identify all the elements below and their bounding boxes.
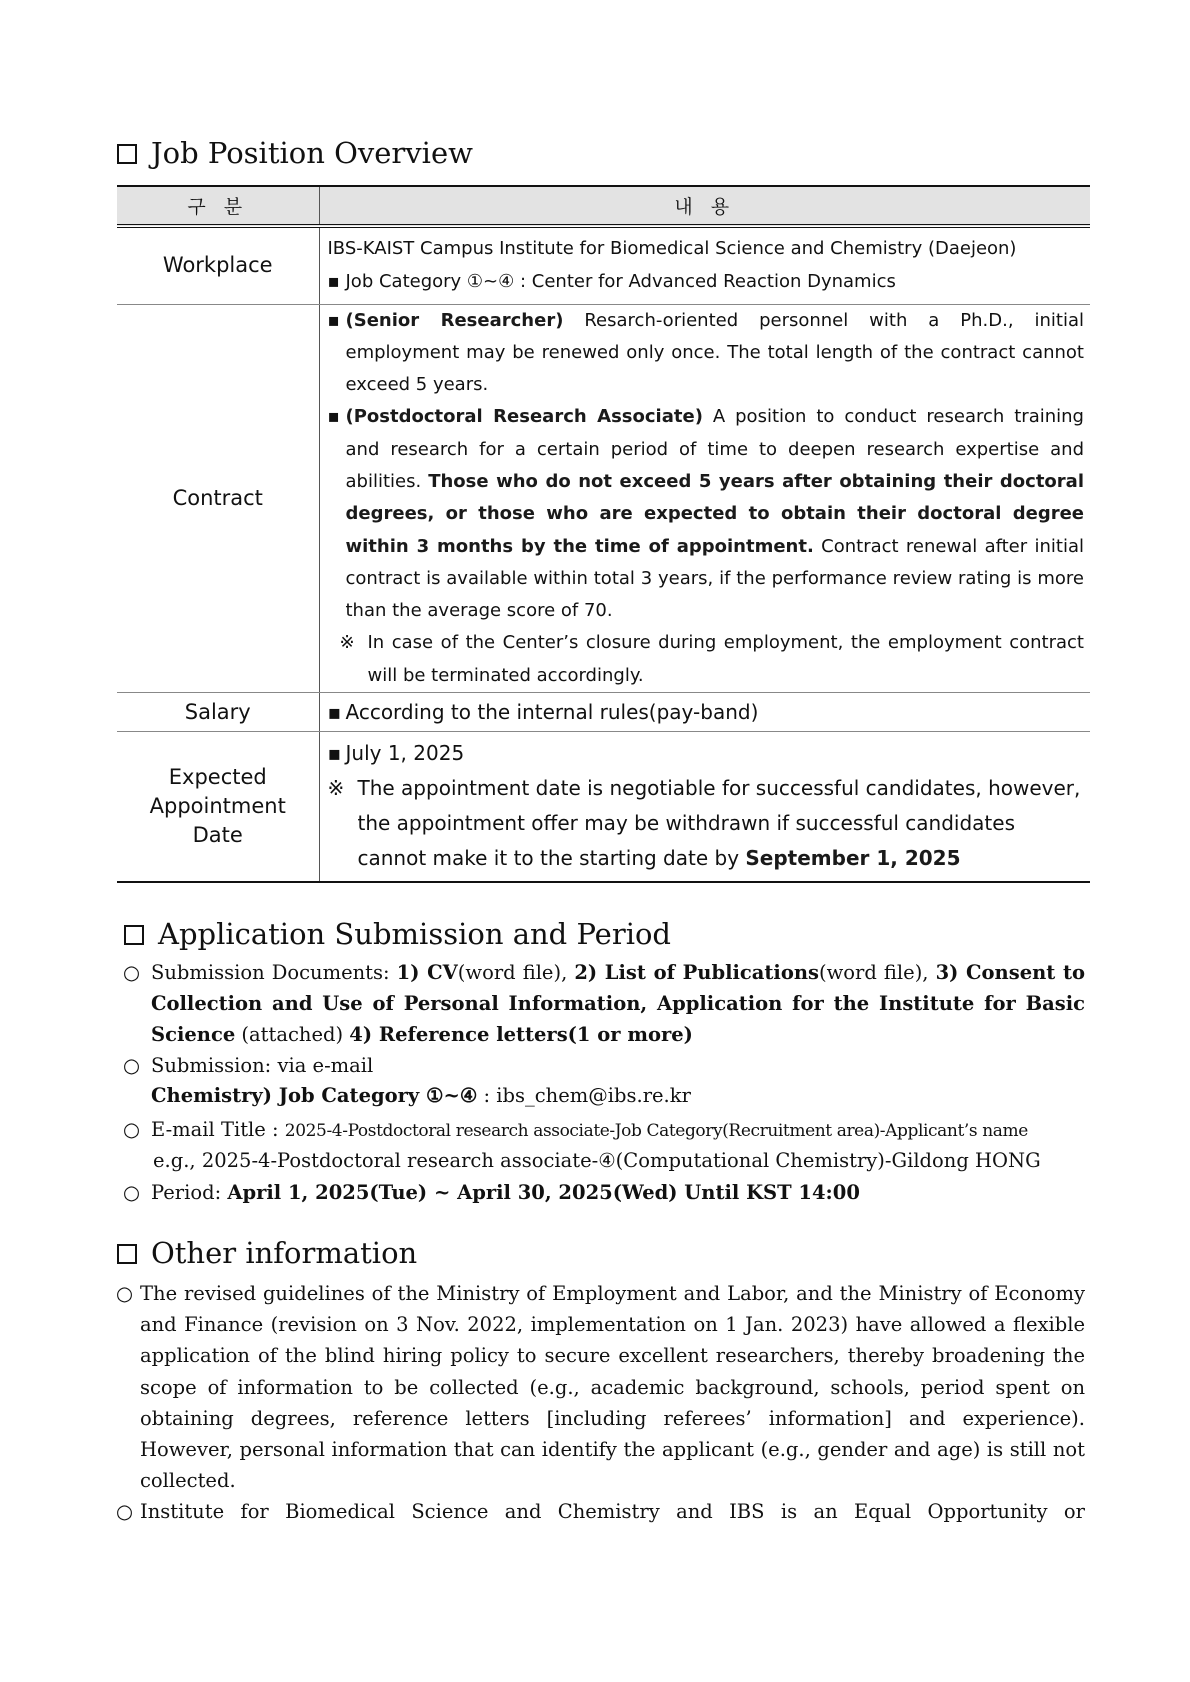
other-info-paragraph-1: ○ The revised guidelines of the Ministry of Employment and Labor, and the Ministry of Economy and Finance (revision on 3 Nov. 2022, implementation on 1 Jan. 2023) have allowed a flexible application of the blind hiring policy to secure excellent researchers, thereby broadening the scope of information to be collected (e.g., academic background, schools, period spent on obtaining degrees, reference letters [including referees’ information] and experience). However, personal information that can identify the applicant (e.g., gender and age) is still not collected. xyxy=(140,1278,1085,1496)
table-row-salary xyxy=(117,693,1090,732)
row-content-salary xyxy=(319,693,1090,732)
row-content-contract xyxy=(319,304,1090,693)
checkbox-square-icon xyxy=(117,1244,137,1264)
workplace-job-category: ▪ Job Category ①~④ : Center for Advanced Reaction Dynamics xyxy=(328,266,1085,298)
salary-item: ▪ According to the internal rules(pay-band) xyxy=(328,695,1085,730)
section-title-text: Job Position Overview xyxy=(151,136,473,170)
bullet-icon: ▪ xyxy=(327,699,342,724)
section-title-text: Application Submission and Period xyxy=(158,917,671,951)
row-content-appointment xyxy=(319,732,1090,882)
contract-senior-item: ▪ (Senior Researcher) Resarch-oriented personnel with a Ph.D., initial employment may be renewed only once. The total length of the contract cannot exceed 5 years. xyxy=(328,305,1085,402)
checkbox-square-icon xyxy=(124,925,144,945)
section-title-other xyxy=(117,1236,417,1270)
other-info-paragraph-2: ○ Institute for Biomedical Science and Chemistry and IBS is an Equal Opportunity or xyxy=(140,1496,1085,1527)
row-label-workplace: Workplace xyxy=(117,226,319,304)
circle-bullet-icon: ○ xyxy=(123,961,141,984)
row-label-appointment: Expected Appointment Date xyxy=(117,732,319,882)
table-header-row xyxy=(117,186,1090,226)
submission-period: ○ Period: April 1, 2025(Tue) ~ April 30, 2025(Wed) Until KST 14:00 xyxy=(151,1177,1085,1208)
contract-postdoc-item: ▪ (Postdoctoral Research Associate) A position to conduct research training and research for a certain period of time to deepen research expertise and abilities. Those who do not exceed 5 years after obtaining their doctoral degrees, or those who are expected to obtain their doctoral degree within 3 months by the time of appointment. Contract renewal after initial contract is available within total 3 years, if the performance review rating is more than the average score of 70. xyxy=(328,401,1085,627)
circle-bullet-icon: ○ xyxy=(123,1181,141,1204)
circle-bullet-icon: ○ xyxy=(116,1282,134,1305)
row-label-contract: Contract xyxy=(117,304,319,693)
appointment-date-item: ▪ July 1, 2025 xyxy=(328,736,1085,771)
job-overview-table xyxy=(117,185,1090,883)
row-content-workplace xyxy=(319,226,1090,304)
section-title-application xyxy=(124,917,671,951)
email-address: : ibs_chem@ibs.re.kr xyxy=(477,1084,691,1107)
section-title-job-overview xyxy=(117,136,473,170)
bullet-icon: ▪ xyxy=(327,406,340,428)
submission-method: ○ Submission: via e-mail xyxy=(151,1050,1085,1081)
bullet-icon: ▪ xyxy=(327,270,340,292)
reference-mark-icon: ※ xyxy=(339,632,355,654)
reference-mark-icon: ※ xyxy=(327,776,345,801)
header-content: 내 용 xyxy=(319,186,1090,226)
bullet-icon: ▪ xyxy=(327,309,340,331)
workplace-line: IBS-KAIST Campus Institute for Biomedical Science and Chemistry (Daejeon) xyxy=(327,238,1017,260)
table-row-contract xyxy=(117,304,1090,693)
appointment-note: ※ The appointment date is negotiable for successful candidates, however, the appointment offer may be withdrawn if successful candidates cannot make it to the starting date by September 1, 2025 xyxy=(328,771,1085,876)
row-label-salary: Salary xyxy=(117,693,319,732)
submission-email-line: Chemistry) Job Category ①~④ : ibs_chem@ibs.re.kr xyxy=(151,1084,691,1107)
submission-documents: ○ Submission Documents: 1) CV(word file), 2) List of Publications(word file), 3) Consent to Collection and Use of Personal Information, Application for the Institute for Basic Science (attached) 4) Reference letters(1 or more) xyxy=(151,957,1085,1051)
circle-bullet-icon: ○ xyxy=(123,1054,141,1077)
email-example-line: e.g., 2025-4-Postdoctoral research associate-④(Computational Chemistry)-Gildong HONG xyxy=(153,1149,1041,1172)
email-title-line: ○ E-mail Title : 2025-4-Postdoctoral research associate-Job Category(Recruitment area)-Applicant’s name xyxy=(151,1114,1091,1147)
section-title-text: Other information xyxy=(151,1236,418,1270)
bullet-icon: ▪ xyxy=(327,741,342,766)
table-row-workplace xyxy=(117,226,1090,304)
circle-bullet-icon: ○ xyxy=(116,1500,134,1523)
table-row-appointment xyxy=(117,732,1090,882)
header-category: 구 분 xyxy=(117,186,319,226)
circle-bullet-icon: ○ xyxy=(123,1118,141,1141)
contract-note: ※ In case of the Center’s closure during employment, the employment contract will be terminated accordingly. xyxy=(328,627,1085,692)
checkbox-square-icon xyxy=(117,144,137,164)
